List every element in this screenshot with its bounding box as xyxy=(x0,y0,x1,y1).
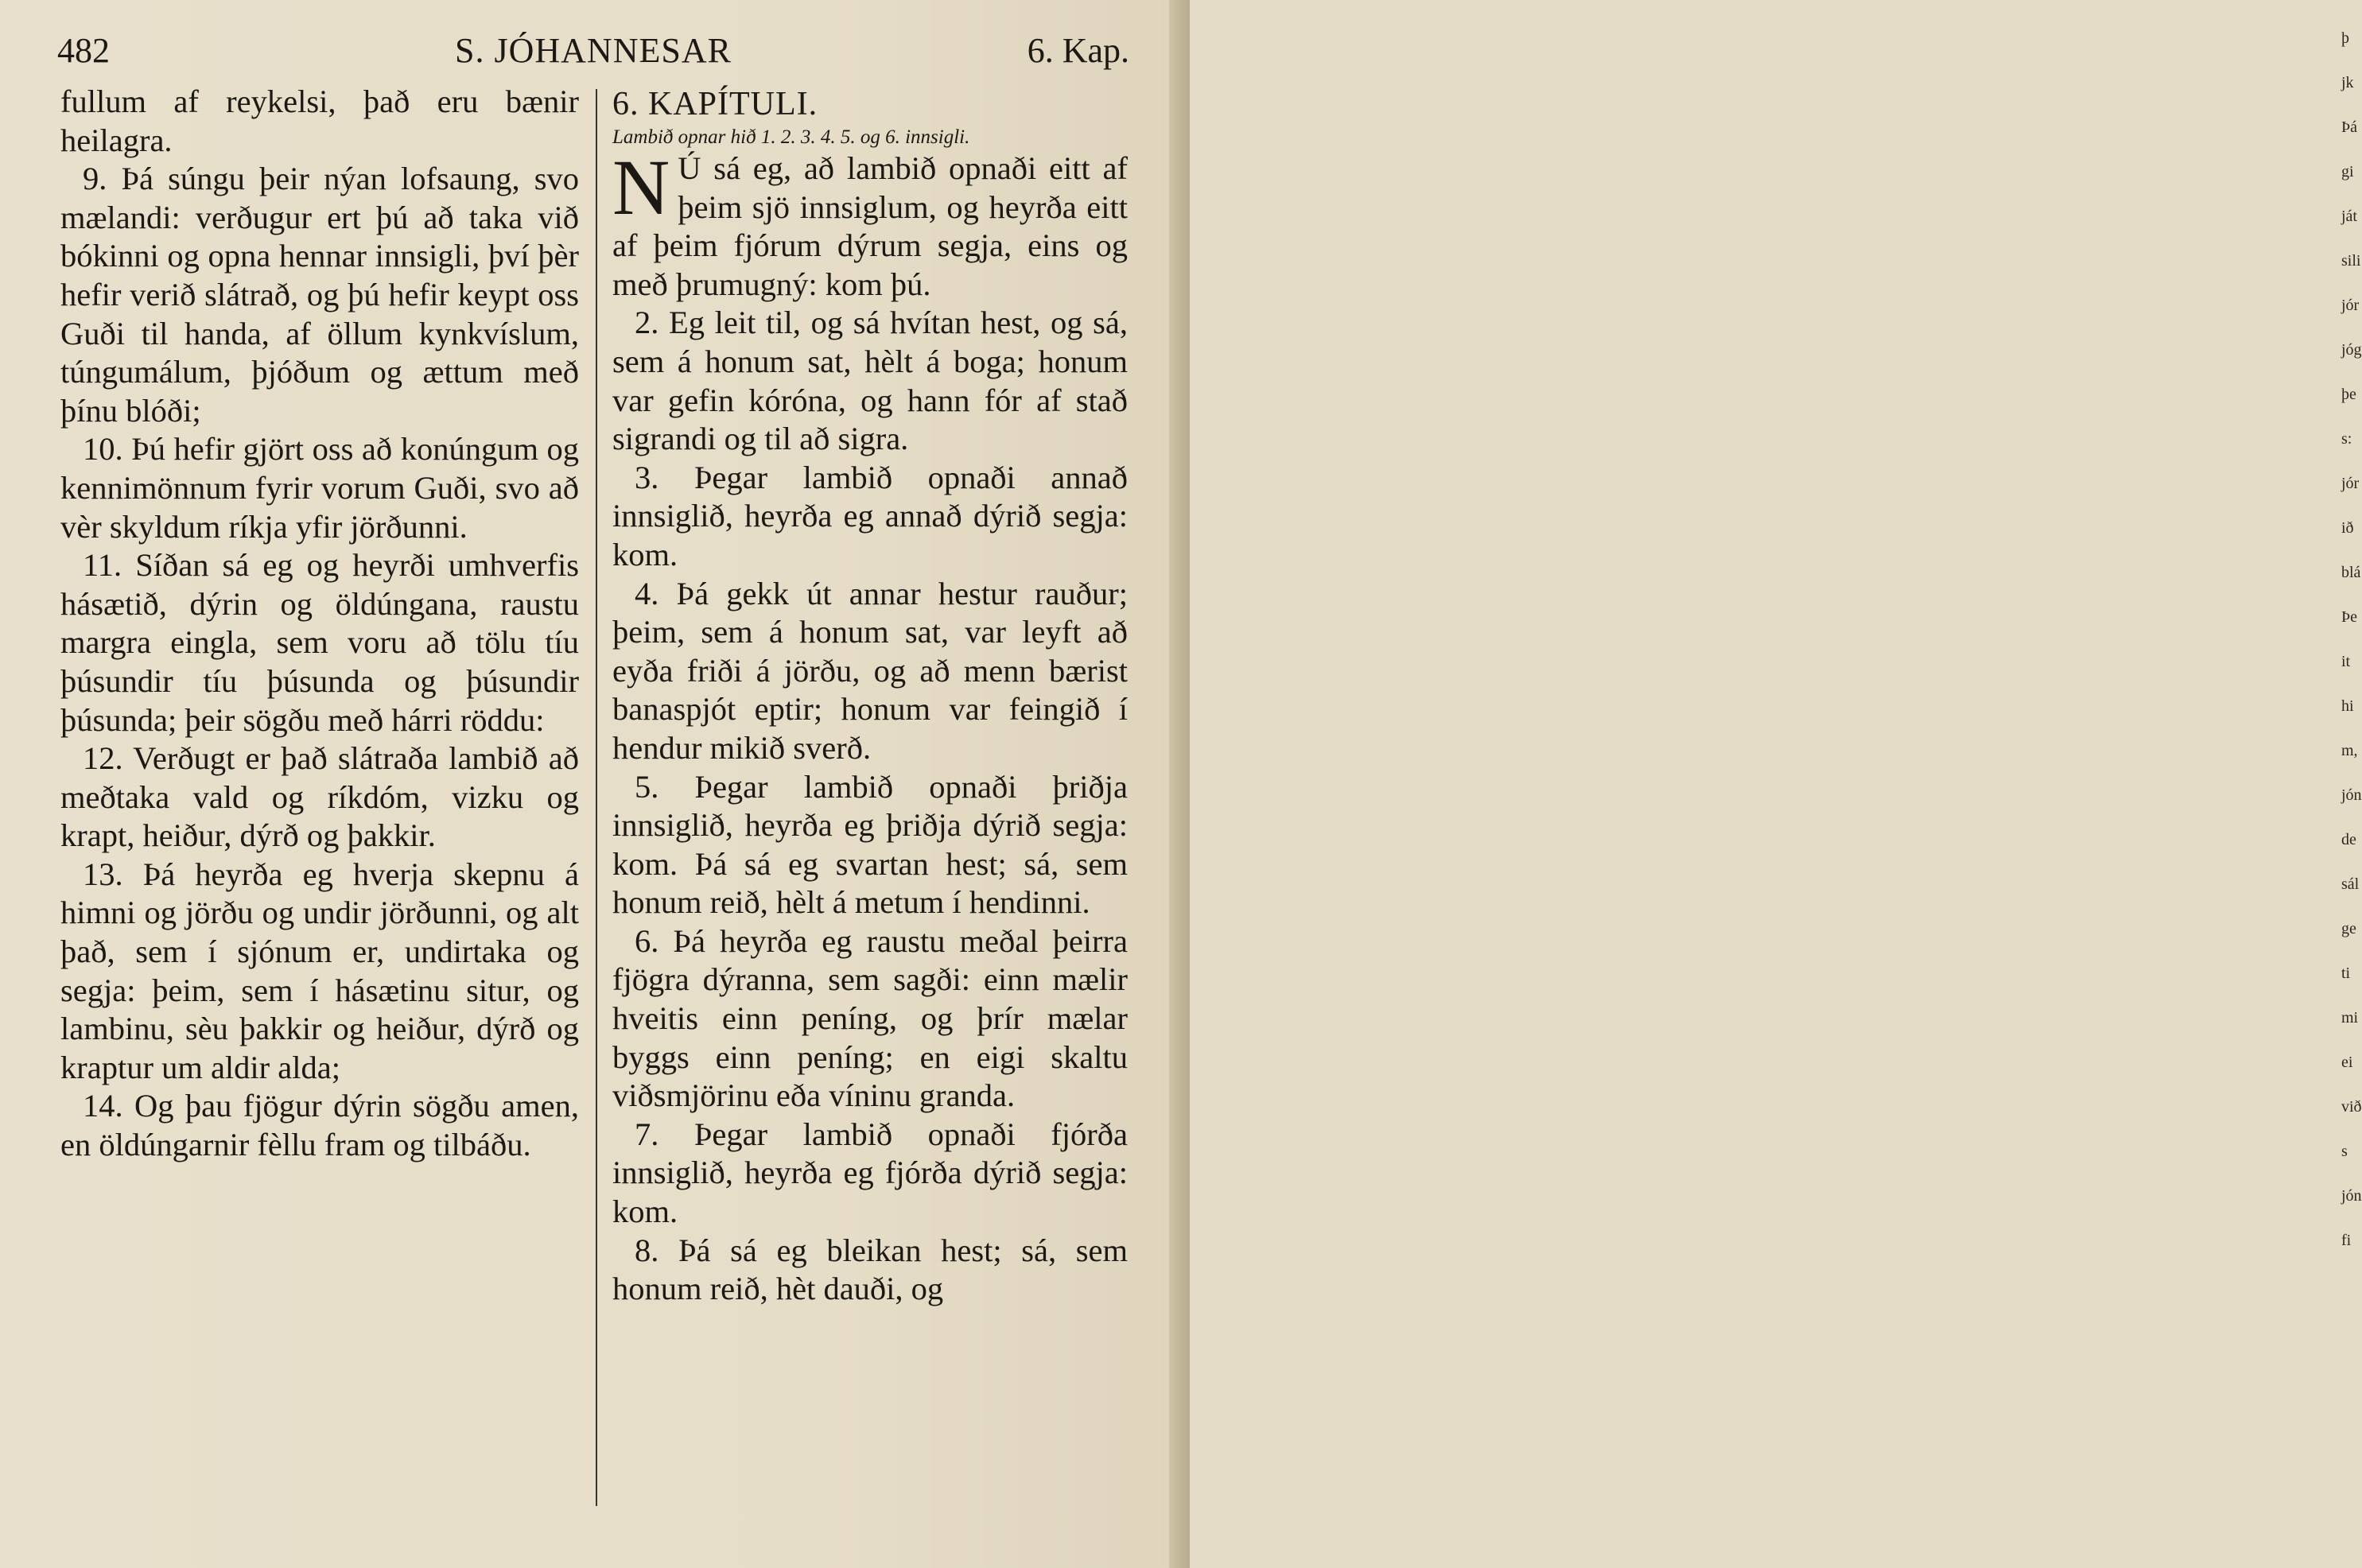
edge-fragment: ját xyxy=(2341,208,2357,225)
column-divider xyxy=(596,89,597,1506)
edge-fragment: þe xyxy=(2341,386,2356,403)
book-page xyxy=(0,0,1175,1568)
verse-2: 2. Eg leit til, og sá hvítan hest, og sá, sem á honum sat, hèlt á boga; honum var gefin kóróna, og hann fór af stað sigrandi og til að sigra. xyxy=(612,305,1128,457)
verse-13: 13. Þá heyrða eg hverja skepnu á himni og jörðu og undir jörðunni, og alt það, sem í sjónum er, undirtaka og segja: þeim, sem í hásætinu situr, og lambinu, sèu þakkir og heiður, dýrð og kraptur um aldir alda; xyxy=(60,856,579,1085)
edge-fragment: sili xyxy=(2341,252,2361,270)
edge-fragment: mi xyxy=(2341,1009,2359,1027)
verse-14: 14. Og þau fjögur dýrin sögðu amen, en öldúngarnir fèllu fram og tilbáðu. xyxy=(60,1088,579,1163)
left-column xyxy=(60,83,579,1165)
edge-fragment: Þá xyxy=(2341,118,2357,136)
edge-fragment: jóg xyxy=(2341,341,2362,359)
edge-fragment: sál xyxy=(2341,875,2360,893)
edge-fragment: fi xyxy=(2341,1232,2352,1249)
edge-fragment: jón xyxy=(2341,786,2362,804)
edge-fragment: ge xyxy=(2341,920,2356,937)
edge-fragment: við xyxy=(2341,1098,2362,1116)
edge-fragment: jór xyxy=(2341,297,2360,314)
chapter-summary: Lambið opnar hið 1. 2. 3. 4. 5. og 6. innsigli. xyxy=(612,126,970,148)
facing-page-edge xyxy=(1169,0,2362,1568)
facing-page-fragments xyxy=(2341,16,2362,1263)
edge-fragment: s xyxy=(2341,1143,2348,1160)
edge-fragment: de xyxy=(2341,831,2356,848)
edge-fragment: it xyxy=(2341,653,2351,670)
edge-fragment: jón xyxy=(2341,1187,2362,1205)
edge-fragment: m, xyxy=(2341,742,2358,759)
running-header xyxy=(57,27,1129,75)
verse-10: 10. Þú hefir gjört oss að konúngum og kennimönnum fyrir vorum Guði, svo að vèr skyldum ríkja yfir jörðunni. xyxy=(60,431,579,545)
book-title: S. JÓHANNESAR xyxy=(455,31,732,70)
drop-cap: N xyxy=(612,143,670,231)
verse-3: 3. Þegar lambið opnaði annað innsiglið, heyrða eg annað dýrið segja: kom. xyxy=(612,459,1128,572)
edge-fragment: s: xyxy=(2341,430,2352,448)
verse-continuation: fullum af reykelsi, það eru bænir heilagra. xyxy=(60,83,579,158)
verse-9: 9. Þá súngu þeir nýan lofsaung, svo mælandi: verðugur ert þú að taka við bókinni og opna hennar innsigli, því þèr hefir verið slátrað, og þú hefir keypt oss Guði til handa, af öllum kynkvíslum, túngumálum, þjóðum og ættum með þínu blóði; xyxy=(60,161,579,429)
edge-fragment: ti xyxy=(2341,964,2351,982)
verse-1 xyxy=(612,143,1128,304)
verse-6: 6. Þá heyrða eg raustu meðal þeirra fjögra dýranna, sem sagði: einn mælir hveitis einn peníng, og þrír mælar byggs einn peníng; en eigi skaltu viðsmjörinu eða víninu granda. xyxy=(612,922,1128,1114)
edge-fragment: ið xyxy=(2341,519,2354,537)
verse-12: 12. Verðugt er það slátraða lambið að meðtaka vald og ríkdóm, vizku og krapt, heiður, dýrð og þakkir. xyxy=(60,740,579,854)
edge-fragment: hi xyxy=(2341,697,2354,715)
edge-fragment: blá xyxy=(2341,564,2361,581)
page-number: 482 xyxy=(57,31,110,70)
verse-1-text: Ú sá eg, að lambið opnaði eitt af þeim sjö innsiglum, og heyrða eitt af þeim fjórum dýrum segja, eins og með þrumugný: kom þú. xyxy=(612,150,1128,302)
verse-11: 11. Síðan sá eg og heyrði umhverfis hásætið, dýrin og öldúngana, raustu margra eingla, sem voru að tölu tíu þúsundir tíu þúsunda og þúsundir þúsunda; þeir sögðu með hárri röddu: xyxy=(60,547,579,738)
edge-fragment: þ xyxy=(2341,29,2349,47)
verse-4: 4. Þá gekk út annar hestur rauður; þeim, sem á honum sat, var leyft að eyða friði á jörðu, og að menn bærist banaspjót eptir; honum var feingið í hendur mikið sverð. xyxy=(612,575,1128,766)
edge-fragment: jór xyxy=(2341,475,2360,492)
chapter-reference: 6. Kap. xyxy=(1027,31,1129,70)
right-column xyxy=(612,83,1128,1309)
edge-fragment: ei xyxy=(2341,1054,2353,1071)
chapter-title: 6. KAPÍTULI. xyxy=(612,86,818,122)
verse-7: 7. Þegar lambið opnaði fjórða innsiglið, heyrða eg fjórða dýrið segja: kom. xyxy=(612,1116,1128,1230)
edge-fragment: gi xyxy=(2341,163,2354,180)
verse-5: 5. Þegar lambið opnaði þriðja innsiglið, heyrða eg þriðja dýrið segja: kom. Þá sá eg svartan hest; sá, sem honum reið, hèlt á metum í hendinni. xyxy=(612,768,1128,921)
verse-8: 8. Þá sá eg bleikan hest; sá, sem honum reið, hèt dauði, og xyxy=(612,1232,1128,1307)
edge-fragment: Þe xyxy=(2341,608,2357,626)
edge-fragment: jk xyxy=(2341,74,2354,91)
